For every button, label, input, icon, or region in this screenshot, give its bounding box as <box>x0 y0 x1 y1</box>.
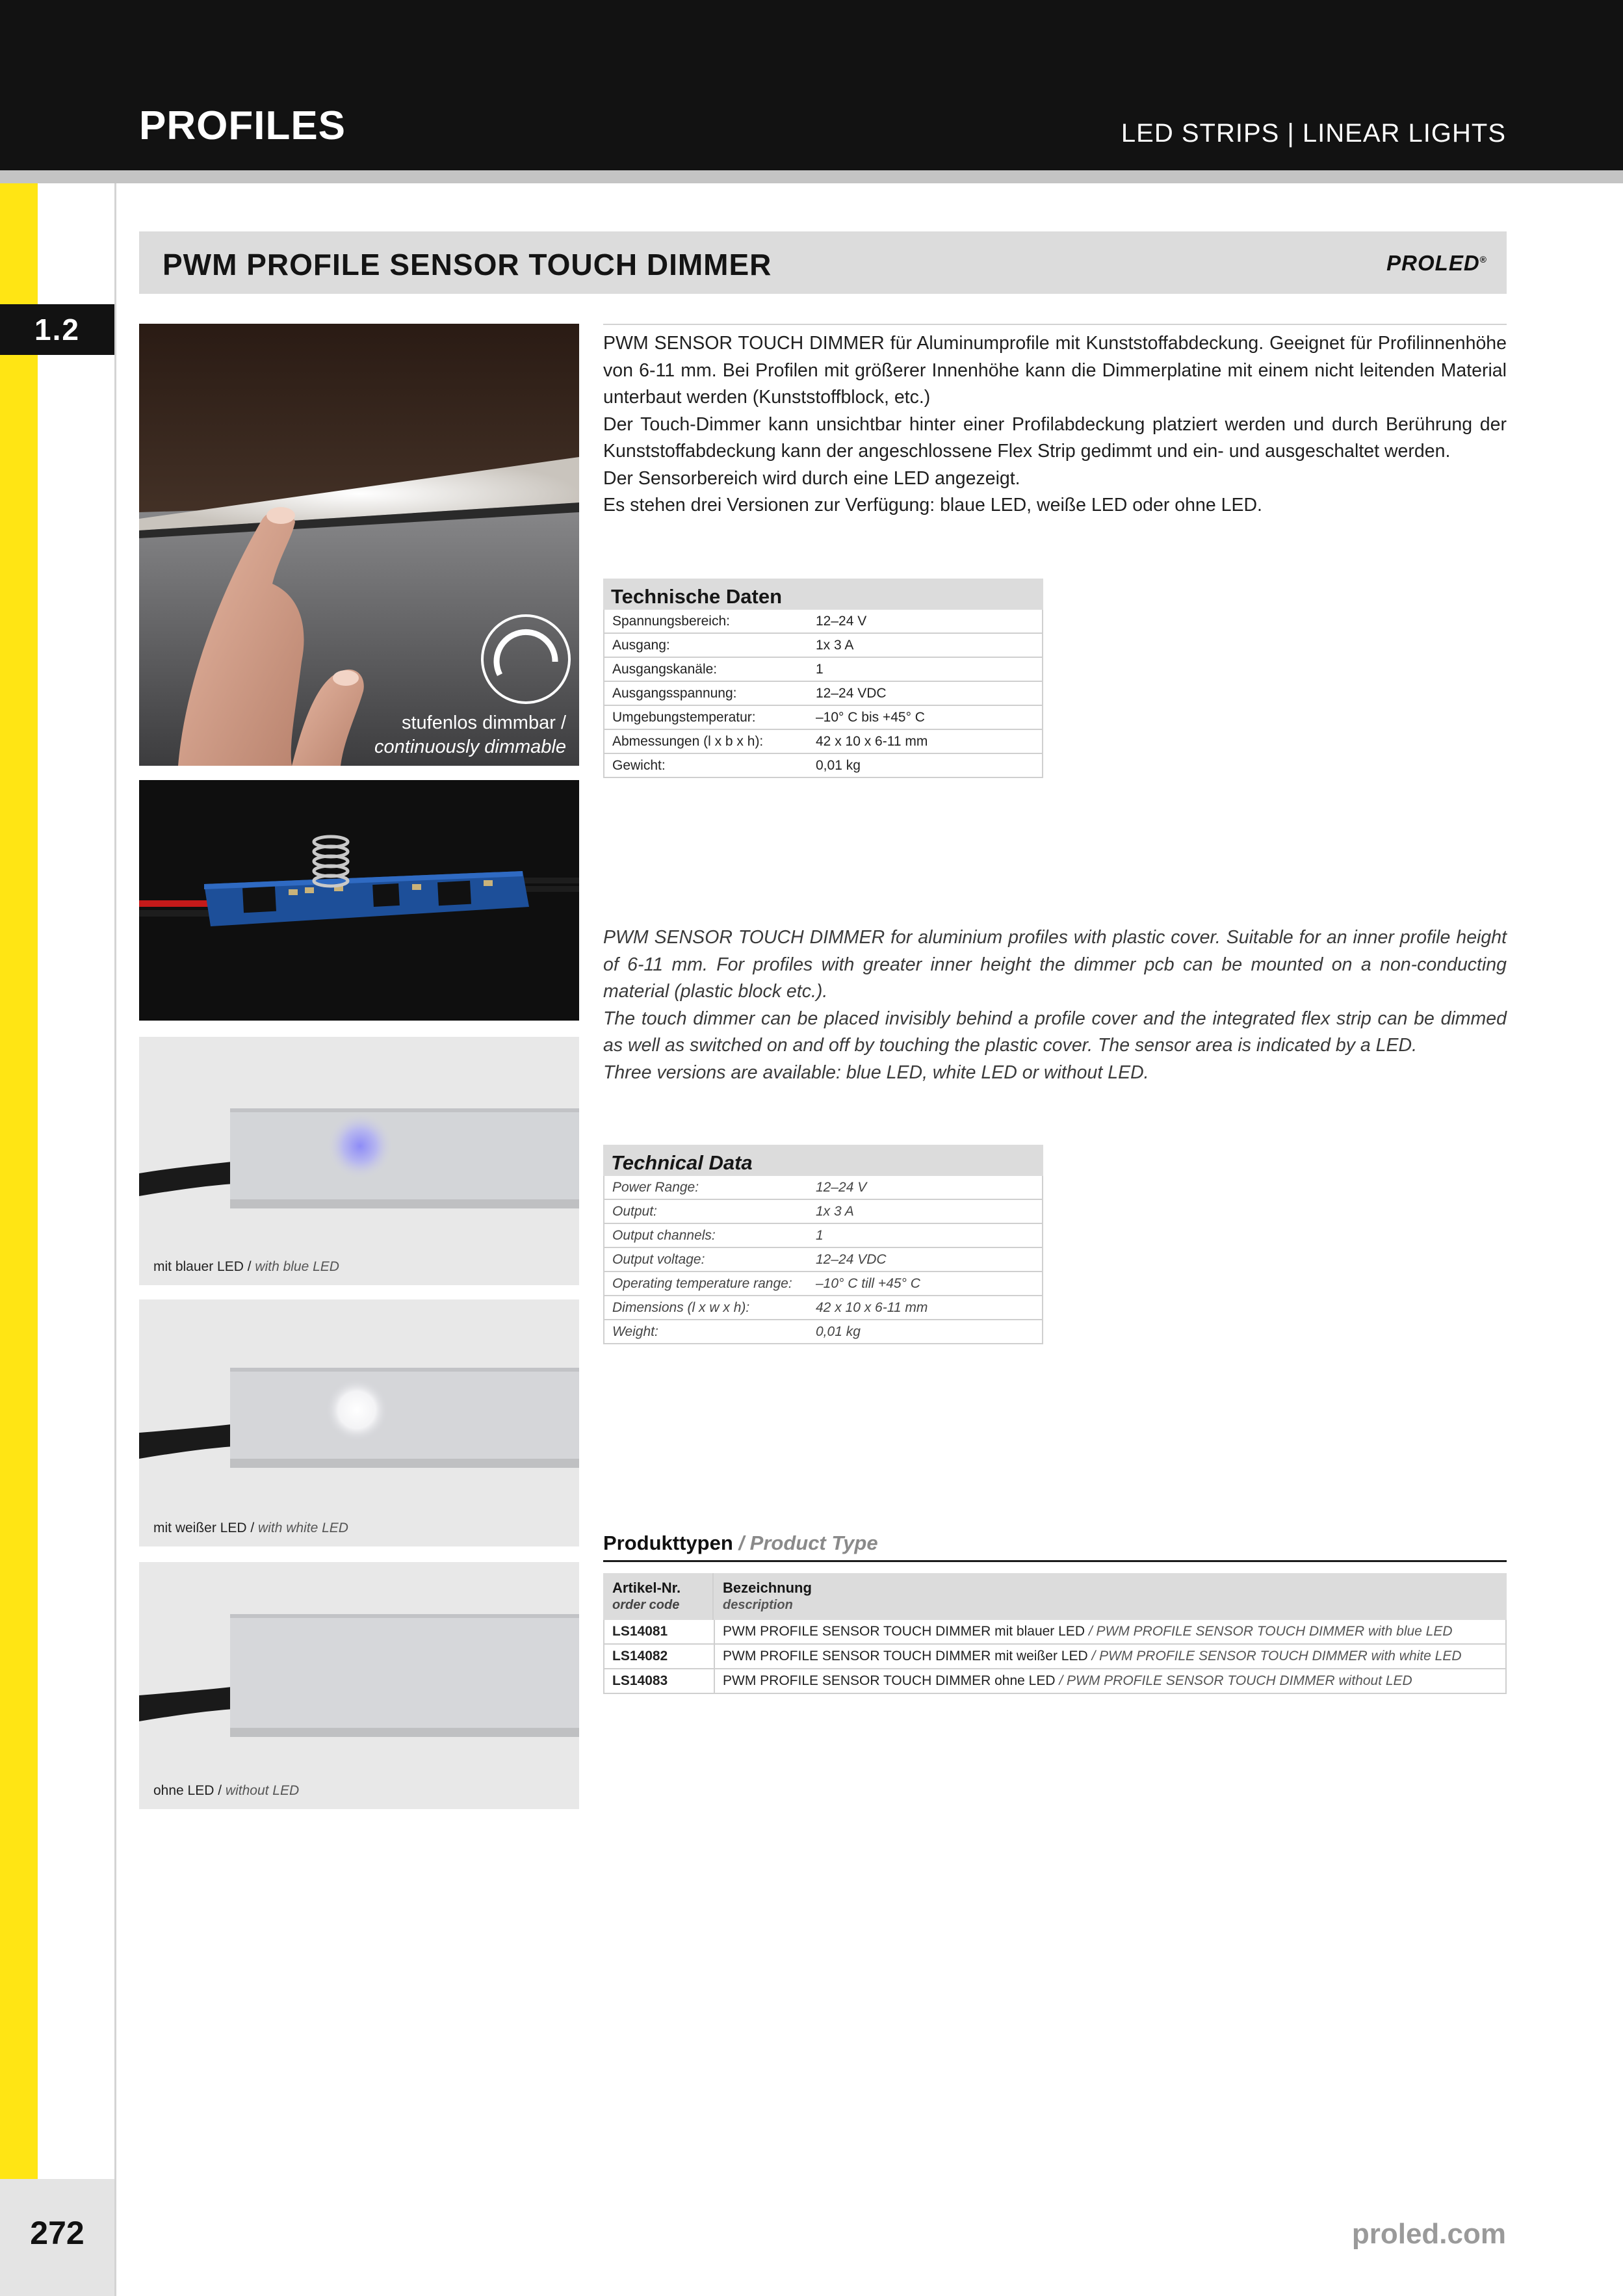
white-led-photo <box>139 1299 579 1546</box>
table-row: Dimensions (l x w x h): 42 x 10 x 6-11 mm <box>603 1296 1043 1320</box>
description-de-paragraph: Es stehen drei Versionen zur Verfügung: blaue LED, weiße LED oder ohne LED. <box>603 495 1262 515</box>
description-en <box>603 924 1507 1086</box>
table-row: Ausgangsspannung: 12–24 VDC <box>603 682 1043 706</box>
description-de-paragraph: PWM SENSOR TOUCH DIMMER für Aluminumprofile mit Kunststoffabdeckung. Geeignet für Profilinnenhöhe von 6-11 mm. Bei Profilen mit größerer Innenhöhe kann die Dimmerplatine mit einem nicht leitenden Material unterbaut werden (Kunststoffblock, etc.) <box>603 333 1507 408</box>
description-en-paragraph: Three versions are available: blue LED, white LED or without LED. <box>603 1062 1149 1083</box>
hero-caption-de: stufenlos dimmbar / <box>401 712 566 733</box>
description-de-paragraph: Der Sensorbereich wird durch eine LED angezeigt. <box>603 467 1020 489</box>
product-types-rule <box>603 1560 1507 1562</box>
rail-divider <box>114 183 116 2296</box>
no-led-caption: ohne LED / without LED <box>153 1783 300 1798</box>
page-number: 272 <box>30 2215 84 2251</box>
hero-photo <box>139 324 579 766</box>
table-row: Power Range: 12–24 V <box>603 1176 1043 1200</box>
table-row: Operating temperature range: –10° C till +45° C <box>603 1272 1043 1296</box>
table-row: LS14081 PWM PROFILE SENSOR TOUCH DIMMER mit blauer LED / PWM PROFILE SENSOR TOUCH DIMMER with blue LED <box>603 1620 1507 1645</box>
table-row: Ausgangskanäle: 1 <box>603 658 1043 682</box>
spec-table-de-heading: Technische Daten <box>603 579 1043 610</box>
table-row: Output: 1x 3 A <box>603 1200 1043 1224</box>
table-row: Abmessungen (l x b x h): 42 x 10 x 6-11 mm <box>603 730 1043 754</box>
blue-led-caption: mit blauer LED / with blue LED <box>153 1259 339 1274</box>
description-de-paragraph: Der Touch-Dimmer kann unsichtbar hinter einer Profilabdeckung platziert werden und durch Berührung der Kunststoffabdeckung kann der angeschlossene Flex Strip gedimmt und ein- und ausgeschaltet werden. <box>603 413 1507 462</box>
hero-caption-en: continuously dimmable <box>374 737 566 757</box>
spec-table-en <box>603 1145 1043 1344</box>
table-row: Spannungsbereich: 12–24 V <box>603 610 1043 634</box>
table-row: Umgebungstemperatur: –10° C bis +45° C <box>603 706 1043 730</box>
spec-table-en-heading: Technical Data <box>603 1145 1043 1176</box>
spec-table-de <box>603 579 1043 778</box>
product-types-table <box>603 1573 1507 1694</box>
column-header-code: Artikel-Nr. order code <box>603 1573 714 1620</box>
product-title: PWM PROFILE SENSOR TOUCH DIMMER <box>162 248 772 281</box>
description-de <box>603 330 1507 519</box>
category-title: LED STRIPS | LINEAR LIGHTS <box>1121 119 1506 148</box>
description-en-paragraph: The touch dimmer can be placed invisibly behind a profile cover and the integrated flex strip can be dimmed as well as switched on and off by touching the plastic cover. The sensor area is indicated by a LED. <box>603 1008 1507 1056</box>
section-title: PROFILES <box>139 103 346 148</box>
column-header-description: Bezeichnung description <box>723 1580 812 1612</box>
header-strip <box>0 170 1623 183</box>
table-row: Ausgang: 1x 3 A <box>603 634 1043 658</box>
site-url: proled.com <box>1351 2218 1506 2250</box>
brand-logo: PROLED® <box>1386 251 1487 275</box>
description-rule <box>603 324 1507 325</box>
table-row: Weight: 0,01 kg <box>603 1320 1043 1344</box>
chapter-tab: 1.2 <box>0 304 114 355</box>
description-en-paragraph: PWM SENSOR TOUCH DIMMER for aluminium profiles with plastic cover. Suitable for an inner profile height of 6-11 mm. For profiles with greater inner height the dimmer pcb can be mounted on a non-conducting material (plastic block etc.). <box>603 927 1507 1002</box>
chapter-color-bar <box>0 183 38 2179</box>
pcb-photo <box>139 780 579 1021</box>
product-title-bar <box>139 231 1507 294</box>
product-types-heading: Produkttypen / Product Type <box>603 1532 878 1554</box>
no-led-photo <box>139 1562 579 1809</box>
table-row: Gewicht: 0,01 kg <box>603 754 1043 778</box>
hero-caption <box>374 711 566 759</box>
table-row: Output channels: 1 <box>603 1224 1043 1248</box>
white-led-caption: mit weißer LED / with white LED <box>153 1520 348 1535</box>
table-row: Output voltage: 12–24 VDC <box>603 1248 1043 1272</box>
table-row: LS14082 PWM PROFILE SENSOR TOUCH DIMMER mit weißer LED / PWM PROFILE SENSOR TOUCH DIMMER with white LED <box>603 1645 1507 1669</box>
product-types-header <box>603 1573 1507 1620</box>
table-row: LS14083 PWM PROFILE SENSOR TOUCH DIMMER ohne LED / PWM PROFILE SENSOR TOUCH DIMMER without LED <box>603 1669 1507 1694</box>
blue-led-photo <box>139 1037 579 1285</box>
